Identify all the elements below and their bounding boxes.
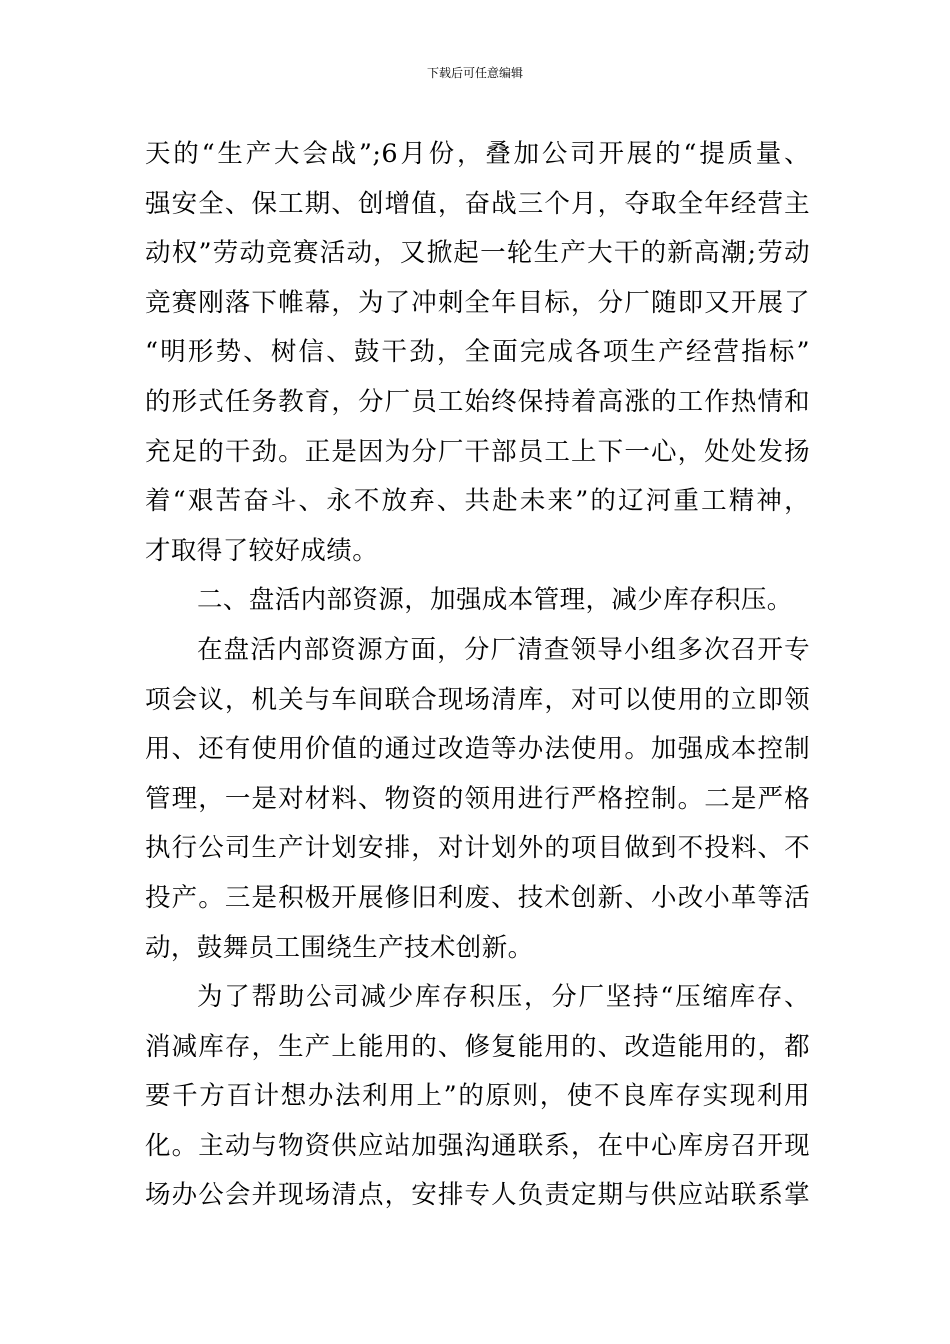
text-line: 项会议，机关与车间联合现场清库，对可以使用的立即领	[145, 684, 810, 715]
text-line: 天的“生产大会战”;6月份，叠加公司开展的“提质量、	[145, 139, 810, 169]
text-line: 管理，一是对材料、物资的领用进行严格控制。二是严格	[145, 783, 810, 814]
text-line: 场办公会并现场清点，安排专人负责定期与供应站联系掌	[145, 1180, 810, 1211]
text-line: 为了帮助公司减少库存积压，分厂坚持“压缩库存、	[197, 982, 810, 1013]
text-line: 执行公司生产计划安排，对计划外的项目做到不投料、不	[145, 833, 810, 864]
text-line: 的形式任务教育，分厂员工始终保持着高涨的工作热情和	[145, 386, 810, 417]
text-line: 着“艰苦奋斗、永不放弃、共赴未来”的辽河重工精神，	[145, 486, 810, 517]
text-line: 二、盘活内部资源，加强成本管理，减少库存积压。	[197, 585, 793, 616]
text-line: 化。主动与物资供应站加强沟通联系，在中心库房召开现	[145, 1130, 810, 1161]
text-line: 强安全、保工期、创增值，奋战三个月，夺取全年经营主	[145, 188, 810, 219]
text-line: 充足的干劲。正是因为分厂干部员工上下一心，处处发扬	[145, 436, 810, 467]
text-line: 要千方百计想办法利用上”的原则，使不良库存实现利用	[145, 1081, 810, 1112]
text-line: 在盘活内部资源方面，分厂清查领导小组多次召开专	[197, 634, 810, 665]
body-text	[145, 130, 810, 1221]
text-line: 用、还有使用价值的通过改造等办法使用。加强成本控制	[145, 734, 810, 765]
text-line: 投产。三是积极开展修旧利废、技术创新、小改小革等活	[145, 882, 810, 913]
text-line: 才取得了较好成绩。	[145, 535, 379, 566]
text-line: 竞赛刚落下帷幕，为了冲刺全年目标，分厂随即又开展了	[145, 287, 810, 318]
text-line: 消减库存，生产上能用的、修复能用的、改造能用的，都	[145, 1031, 810, 1062]
text-line: “明形势、树信、鼓干劲，全面完成各项生产经营指标”	[145, 337, 810, 368]
text-line: 动，鼓舞员工围绕生产技术创新。	[145, 932, 534, 963]
page-header: 下载后可任意编辑	[426, 66, 523, 80]
text-line: 动权”劳动竞赛活动，又掀起一轮生产大干的新高潮;劳动	[145, 238, 810, 269]
